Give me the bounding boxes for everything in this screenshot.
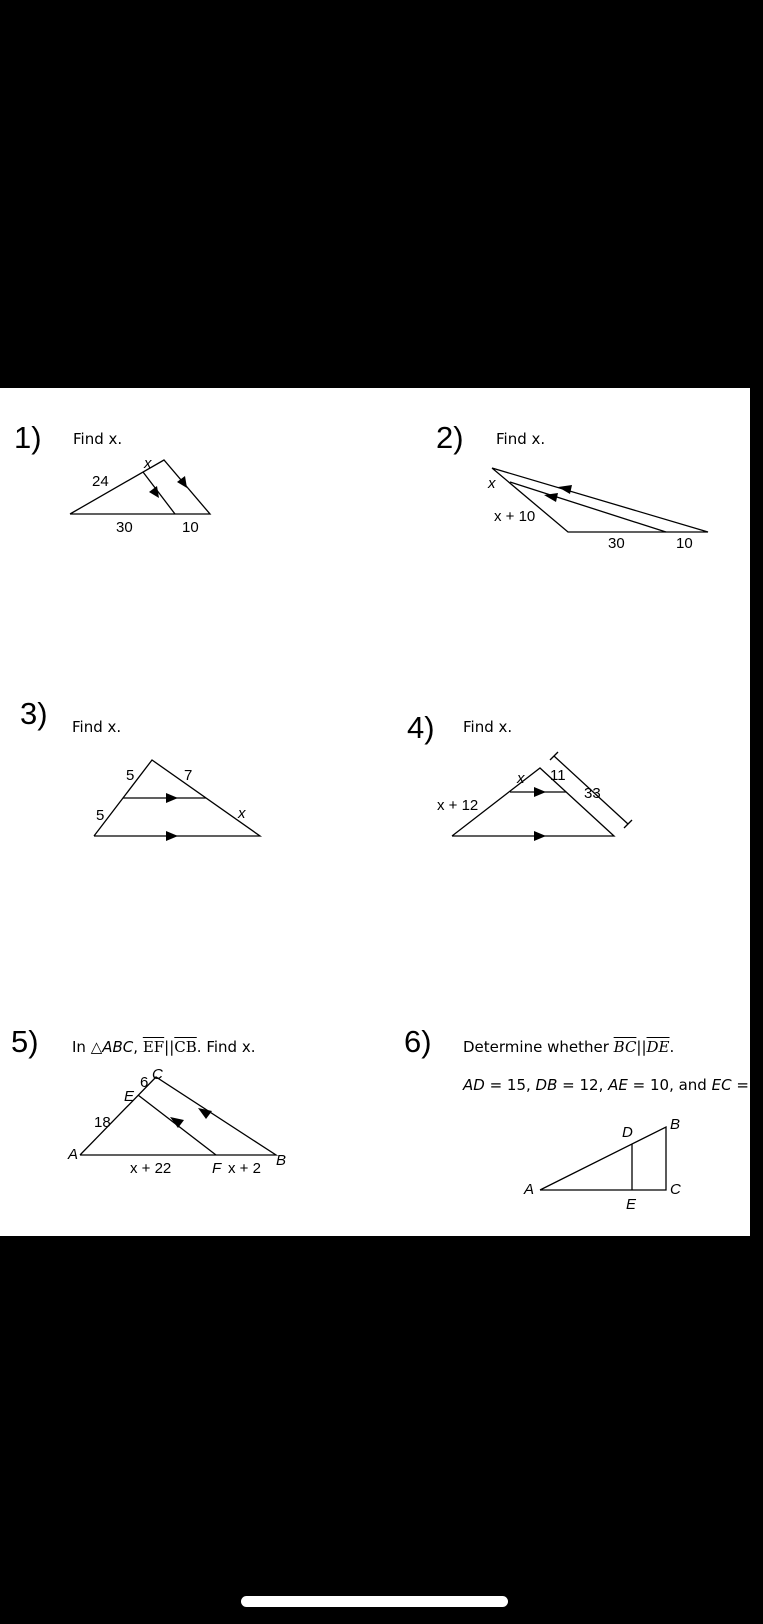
problem-prompt: Find x. [496,430,546,448]
triangle-figure-4 [432,748,652,848]
label-a: A [68,1146,79,1163]
parallel-arrow-icon [534,831,546,841]
problem-prompt [72,1038,255,1056]
label-30: 30 [116,519,133,536]
given-values [463,1076,763,1094]
given-ec-label: EC [711,1076,732,1094]
triangle-figure-6 [520,1113,700,1213]
label-7: 7 [184,767,193,784]
parallel-arrow-icon [170,1117,184,1128]
label-x: x [517,770,525,787]
label-x: x [144,455,152,472]
prompt-text: . [669,1038,675,1056]
parallel-symbol: || [636,1038,647,1056]
prompt-text: . Find x. [196,1038,256,1056]
label-6: 6 [140,1074,149,1091]
triangle-figure-5 [60,1066,300,1183]
label-10: 10 [676,535,693,552]
label-5-top: 5 [126,767,135,784]
label-x: x [488,475,496,492]
given-ae-label: AE [608,1076,628,1094]
label-x-plus-2: x + 2 [228,1160,261,1177]
problem-number: 5) [11,1024,39,1059]
label-c: C [670,1181,681,1198]
label-e: E [124,1088,135,1105]
parallel-arrow-icon [198,1108,212,1119]
given-db-label: DB [535,1076,558,1094]
label-e: E [626,1196,637,1213]
triangle-name: △ABC [90,1038,134,1056]
label-x-plus-12: x + 12 [437,797,479,814]
problem-number: 1) [14,420,42,455]
label-x-plus-22: x + 22 [130,1160,172,1177]
label-f: F [212,1160,222,1177]
worksheet [0,388,763,1236]
parallel-arrow-icon [149,486,159,498]
label-24: 24 [92,473,109,490]
prompt-text: In [72,1038,91,1056]
segment-bc: $\overline{BC}$ [613,1038,637,1056]
label-11: 11 [550,767,566,784]
given-ec-value: = 8 [731,1076,763,1094]
home-indicator[interactable] [241,1596,508,1607]
given-ae-value: = 10, and [627,1076,712,1094]
parallel-arrow-icon [558,485,572,494]
label-18: 18 [94,1114,111,1131]
problem-number: 6) [404,1024,432,1059]
parallel-symbol: || [164,1038,175,1056]
parallel-arrow-icon [534,787,546,797]
triangle-figure-1 [60,455,220,558]
parallel-arrow-icon [166,831,178,841]
label-b: B [276,1152,287,1169]
label-a: A [524,1181,535,1198]
problem-prompt [463,1038,674,1056]
segment-ef: $\overline{EF}$ [142,1038,165,1056]
segment-de: $\overline{DE}$ [646,1038,670,1056]
label-30: 30 [608,535,625,552]
triangle-figure-3 [80,748,280,848]
label-d: D [622,1124,633,1141]
problem-prompt: Find x. [72,718,122,736]
prompt-text: Determine whether [463,1038,614,1056]
parallel-arrow-icon [166,793,178,803]
label-10: 10 [182,519,199,536]
problem-prompt: Find x. [463,718,513,736]
problem-prompt: Find x. [73,430,123,448]
label-x: x [238,805,246,822]
triangle-figure-2 [480,468,720,568]
parallel-arrow-icon [544,493,558,502]
given-db-value: = 12, [557,1076,609,1094]
label-5-bottom: 5 [96,807,105,824]
label-c: C [152,1066,163,1083]
given-ad-label: AD [463,1076,485,1094]
problem-number: 3) [20,696,48,731]
label-b: B [670,1116,681,1133]
segment-cb: $\overline{CB}$ [174,1038,197,1056]
problem-number: 4) [407,710,435,745]
given-ad-value: = 15, [484,1076,536,1094]
prompt-sep: , [133,1038,143,1056]
problem-number: 2) [436,420,464,455]
label-x-plus-10: x + 10 [494,508,536,525]
label-33: 33 [584,785,601,802]
